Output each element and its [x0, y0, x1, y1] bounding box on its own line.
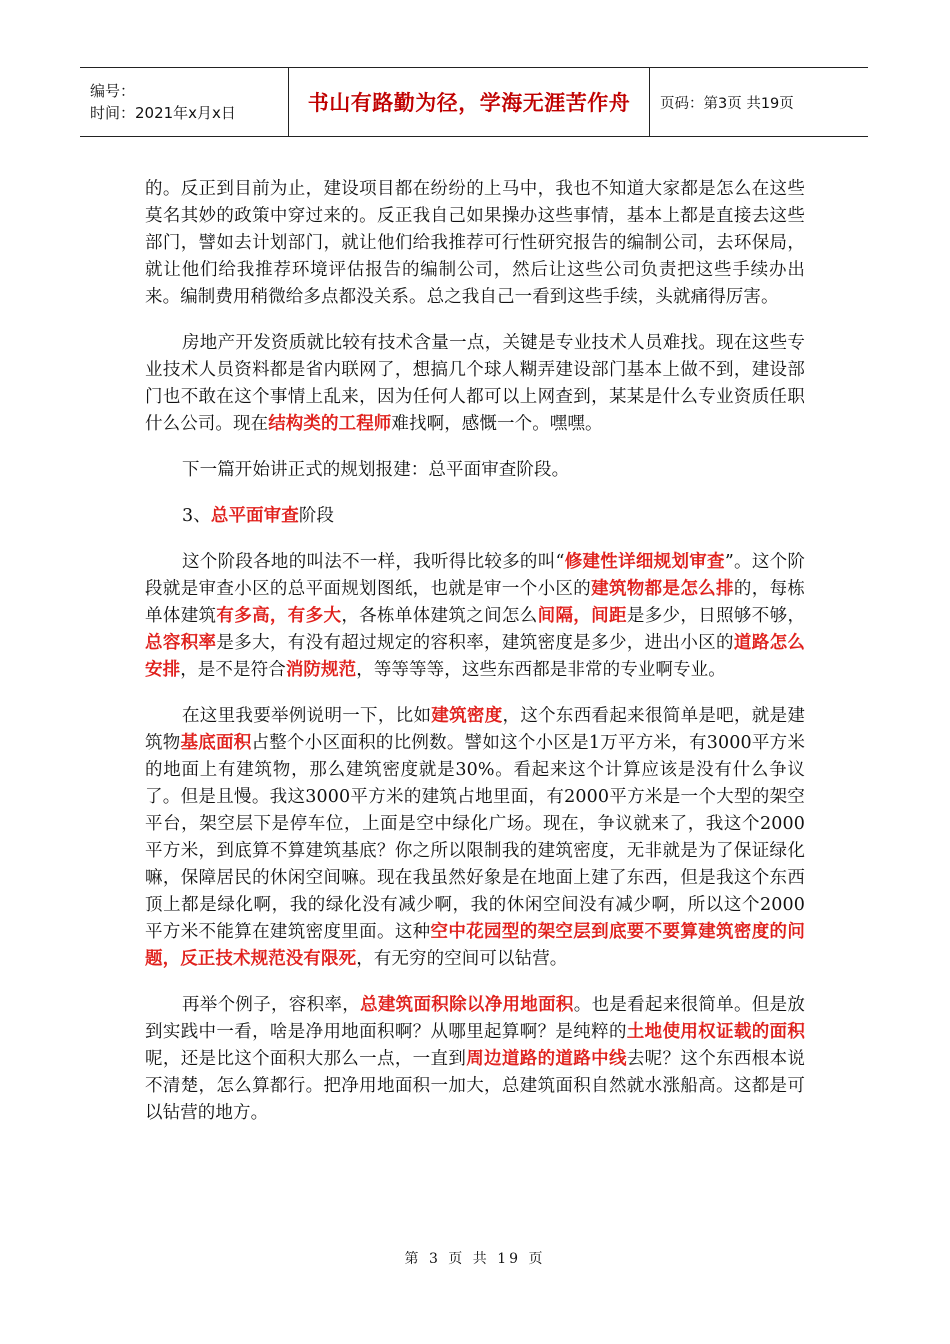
paragraph-text: ”。这个阶段就是审查小区的总平面规划图纸，也就是审一个小区的: [145, 552, 806, 599]
body-paragraph: [145, 992, 805, 1127]
paragraph-text: 呢，还是比这个面积大那么一点，一直到: [145, 1049, 467, 1069]
document-body: [145, 176, 805, 1146]
paragraph-text: 阶段: [298, 506, 335, 526]
highlighted-text: 总容积率: [145, 633, 217, 653]
highlighted-text: 修建性详细规划审查: [564, 552, 725, 572]
highlighted-text: 结构类的工程师: [268, 414, 392, 434]
highlighted-text: 建筑物都是怎么排: [591, 579, 734, 599]
highlighted-text: 道路怎么安排: [145, 633, 806, 680]
paragraph-text: ，各栋单体建筑之间怎么: [341, 606, 538, 626]
paragraph-text: ，等等等等，这些东西都是非常的专业啊专业。: [356, 660, 726, 680]
number-label: 编号：: [90, 82, 136, 100]
paragraph-text: 3、: [182, 506, 211, 526]
paragraph-text: ，这个东西看起来很简单是吧，就是建筑物: [145, 706, 806, 753]
document-header: [80, 67, 868, 137]
highlighted-text: 消防规范: [285, 660, 357, 680]
body-paragraph: [145, 549, 805, 684]
paragraph-text: 这个阶段各地的叫法不一样，我听得比较多的叫“: [182, 552, 565, 572]
highlighted-text: 土地使用权证载的面积: [626, 1022, 805, 1042]
highlighted-text: 间隔，间距: [537, 606, 627, 626]
time-label: 时间：2021年x月x日: [90, 104, 236, 122]
paragraph-text: ，是不是符合: [180, 660, 286, 680]
highlighted-text: 空中花园型的架空层到底要不要算建筑密度的问题，反正技术规范没有限死: [145, 922, 805, 969]
highlighted-text: 有多高，有多大: [216, 606, 342, 626]
paragraph-text: 在这里我要举例说明一下，比如: [182, 706, 432, 726]
body-paragraph: [145, 503, 805, 530]
header-meta: [80, 68, 289, 136]
paragraph-text: 房地产开发资质就比较有技术含量一点，关键是专业技术人员难找。现在这些专业技术人员资料都是省内联网了，想搞几个球人糊弄建设部门基本上做不到，建设部门也不敢在这个事情上乱来，因为任何人都可以上网查到，某某是什么专业资质任职什么公司。现在: [145, 333, 805, 434]
paragraph-text: 是多大，有没有超过规定的容积率，建筑密度是多少，进出小区的: [216, 633, 734, 653]
paragraph-text: 去呢？这个东西根本说不清楚，怎么算都行。把净用地面积一加大，总建筑面积自然就水涨船高。这都是可以钻营的地方。: [145, 1049, 806, 1123]
highlighted-text: 总建筑面积除以净用地面积: [360, 995, 574, 1015]
header-slogan: 书山有路勤为径，学海无涯苦作舟: [289, 68, 650, 136]
paragraph-text: 占整个小区面积的比例数。譬如这个小区是1万平方米，有3000平方米的地面上有建筑物，那么建筑密度就是30%。看起来这个计算应该是没有什么争议了。但是且慢。我这3000平方米的建筑占地里面，有2000平方米是一个大型的架空平台，架空层下是停车位，上面是空中绿化广场。现在，争议就来了，我这个2000平方米，到底算不算建筑基底？你之所以限制我的建筑密度，无非就是为了保证绿化嘛，保障居民的休闲空间嘛。现在我虽然好象是在地面上建了东西，但是我这个东西顶上都是绿化啊，我的绿化没有减少啊，我的休闲空间没有减少啊，所以这个2000平方米不能算在建筑密度里面。这种: [145, 733, 806, 942]
paragraph-text: 难找啊，感慨一个。嘿嘿。: [391, 414, 603, 434]
paragraph-text: 下一篇开始讲正式的规划报建：总平面审查阶段。: [182, 460, 570, 480]
body-paragraph: [145, 703, 805, 973]
paragraph-text: ，有无穷的空间可以钻营。: [356, 949, 568, 969]
body-paragraph: [145, 176, 805, 311]
highlighted-text: 总平面审查: [210, 506, 299, 526]
page-footer: 第 3 页 共 19 页: [404, 1251, 546, 1267]
body-paragraph: [145, 330, 805, 438]
highlighted-text: 周边道路的道路中线: [466, 1049, 627, 1069]
paragraph-text: 的。反正到目前为止，建设项目都在纷纷的上马中，我也不知道大家都是怎么在这些莫名其妙的政策中穿过来的。反正我自己如果操办这些事情，基本上都是直接去这些部门，譬如去计划部门，就让他们给我推荐可行性研究报告的编制公司，去环保局，就让他们给我推荐环境评估报告的编制公司，然后让这些公司负责把这些手续办出来。编制费用稍微给多点都没关系。总之我自己一看到这些手续，头就痛得厉害。: [145, 179, 805, 307]
body-paragraph: [145, 457, 805, 484]
paragraph-text: 。也是看起来很简单。但是放到实践中一看，啥是净用地面积啊？从哪里起算啊？是纯粹的: [145, 995, 805, 1042]
highlighted-text: 基底面积: [180, 733, 252, 753]
header-page-info: 页码：第3页 共19页: [660, 95, 794, 112]
paragraph-text: 再举个例子，容积率，: [182, 995, 361, 1015]
paragraph-text: 的，每栋单体建筑: [145, 579, 806, 626]
paragraph-text: 是多少，日照够不够，: [626, 606, 806, 626]
highlighted-text: 建筑密度: [431, 706, 503, 726]
